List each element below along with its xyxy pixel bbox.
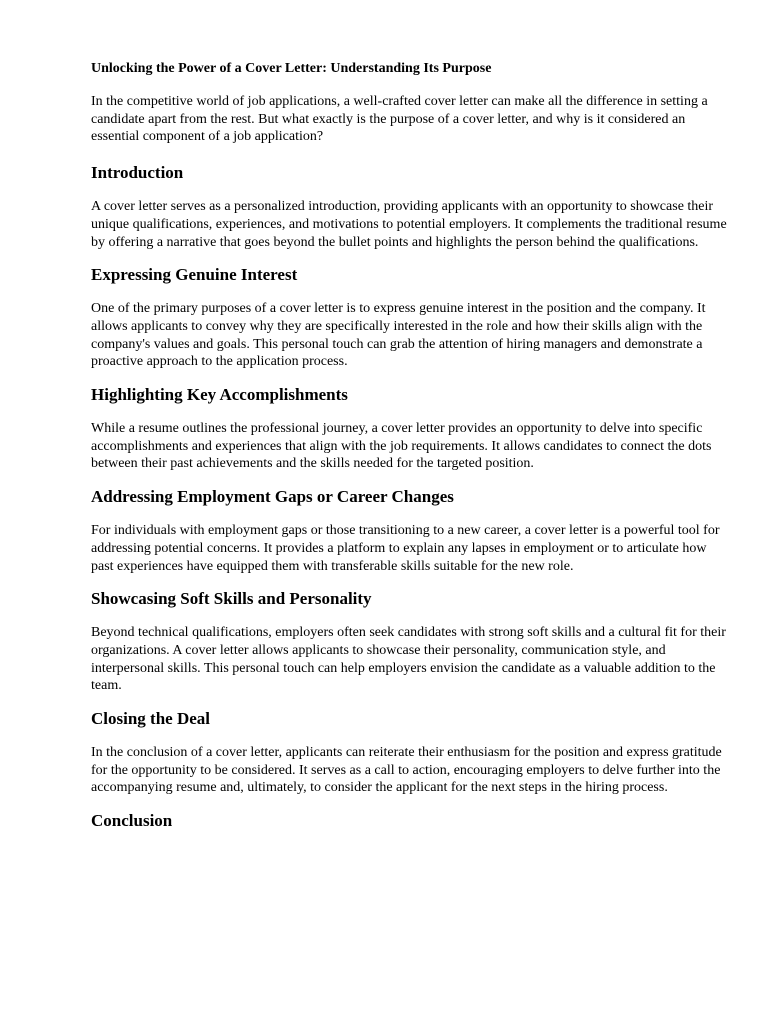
section-body: For individuals with employment gaps or those transitioning to a new career, a cover letter is a powerful tool for addressing potential concerns. It provides a platform to explain any lapses in employment or to articulate how past experiences have equipped them with transferable skills suitable for the new role. bbox=[91, 523, 720, 574]
intro-paragraph: In the competitive world of job applications, a well-crafted cover letter can make all the difference in setting a candidate apart from the rest. But what exactly is the purpose of a cover letter, and why is it considered an essential component of a job application? bbox=[91, 94, 708, 145]
section-heading: Closing the Deal bbox=[91, 709, 210, 729]
section-highlighting-key-accomplishments bbox=[91, 385, 731, 473]
document-page bbox=[91, 60, 731, 831]
section-heading: Conclusion bbox=[91, 811, 173, 831]
section-heading: Addressing Employment Gaps or Career Changes bbox=[91, 487, 454, 507]
section-conclusion bbox=[91, 811, 731, 831]
section-introduction bbox=[91, 163, 731, 251]
section-body: Beyond technical qualifications, employers often seek candidates with strong soft skills and a cultural fit for their organizations. A cover letter allows applicants to showcase their personality, communication style, and interpersonal skills. This personal touch can help employers envision the candidate as a valuable addition to the team. bbox=[91, 625, 726, 694]
section-heading: Expressing Genuine Interest bbox=[91, 265, 298, 285]
section-body: While a resume outlines the professional journey, a cover letter provides an opportunity to delve into specific accomplishments and experiences that align with the job requirements. It allows candidates to connect the dots between their past achievements and the skills needed for the targeted position. bbox=[91, 421, 712, 472]
section-heading: Highlighting Key Accomplishments bbox=[91, 385, 348, 405]
section-showcasing-soft-skills bbox=[91, 589, 731, 695]
section-heading: Showcasing Soft Skills and Personality bbox=[91, 589, 372, 609]
section-addressing-employment-gaps bbox=[91, 487, 731, 575]
section-heading: Introduction bbox=[91, 163, 184, 183]
section-body: A cover letter serves as a personalized introduction, providing applicants with an opportunity to showcase their unique qualifications, experiences, and motivations to potential employers. It complements the traditional resume by offering a narrative that goes beyond the bullet points and highlights the person behind the qualifications. bbox=[91, 199, 727, 250]
section-expressing-genuine-interest bbox=[91, 265, 731, 371]
section-closing-the-deal bbox=[91, 709, 731, 797]
document-title: Unlocking the Power of a Cover Letter: Understanding Its Purpose bbox=[91, 61, 492, 76]
section-body: In the conclusion of a cover letter, applicants can reiterate their enthusiasm for the position and express gratitude for the opportunity to be considered. It serves as a call to action, encouraging employers to delve further into the accompanying resume and, ultimately, to consider the applicant for the next steps in the hiring process. bbox=[91, 745, 722, 796]
section-body: One of the primary purposes of a cover letter is to express genuine interest in the position and the company. It allows applicants to convey why they are specifically interested in the role and how their skills align with the company's values and goals. This personal touch can grab the attention of hiring managers and demonstrate a proactive approach to the application process. bbox=[91, 301, 706, 370]
